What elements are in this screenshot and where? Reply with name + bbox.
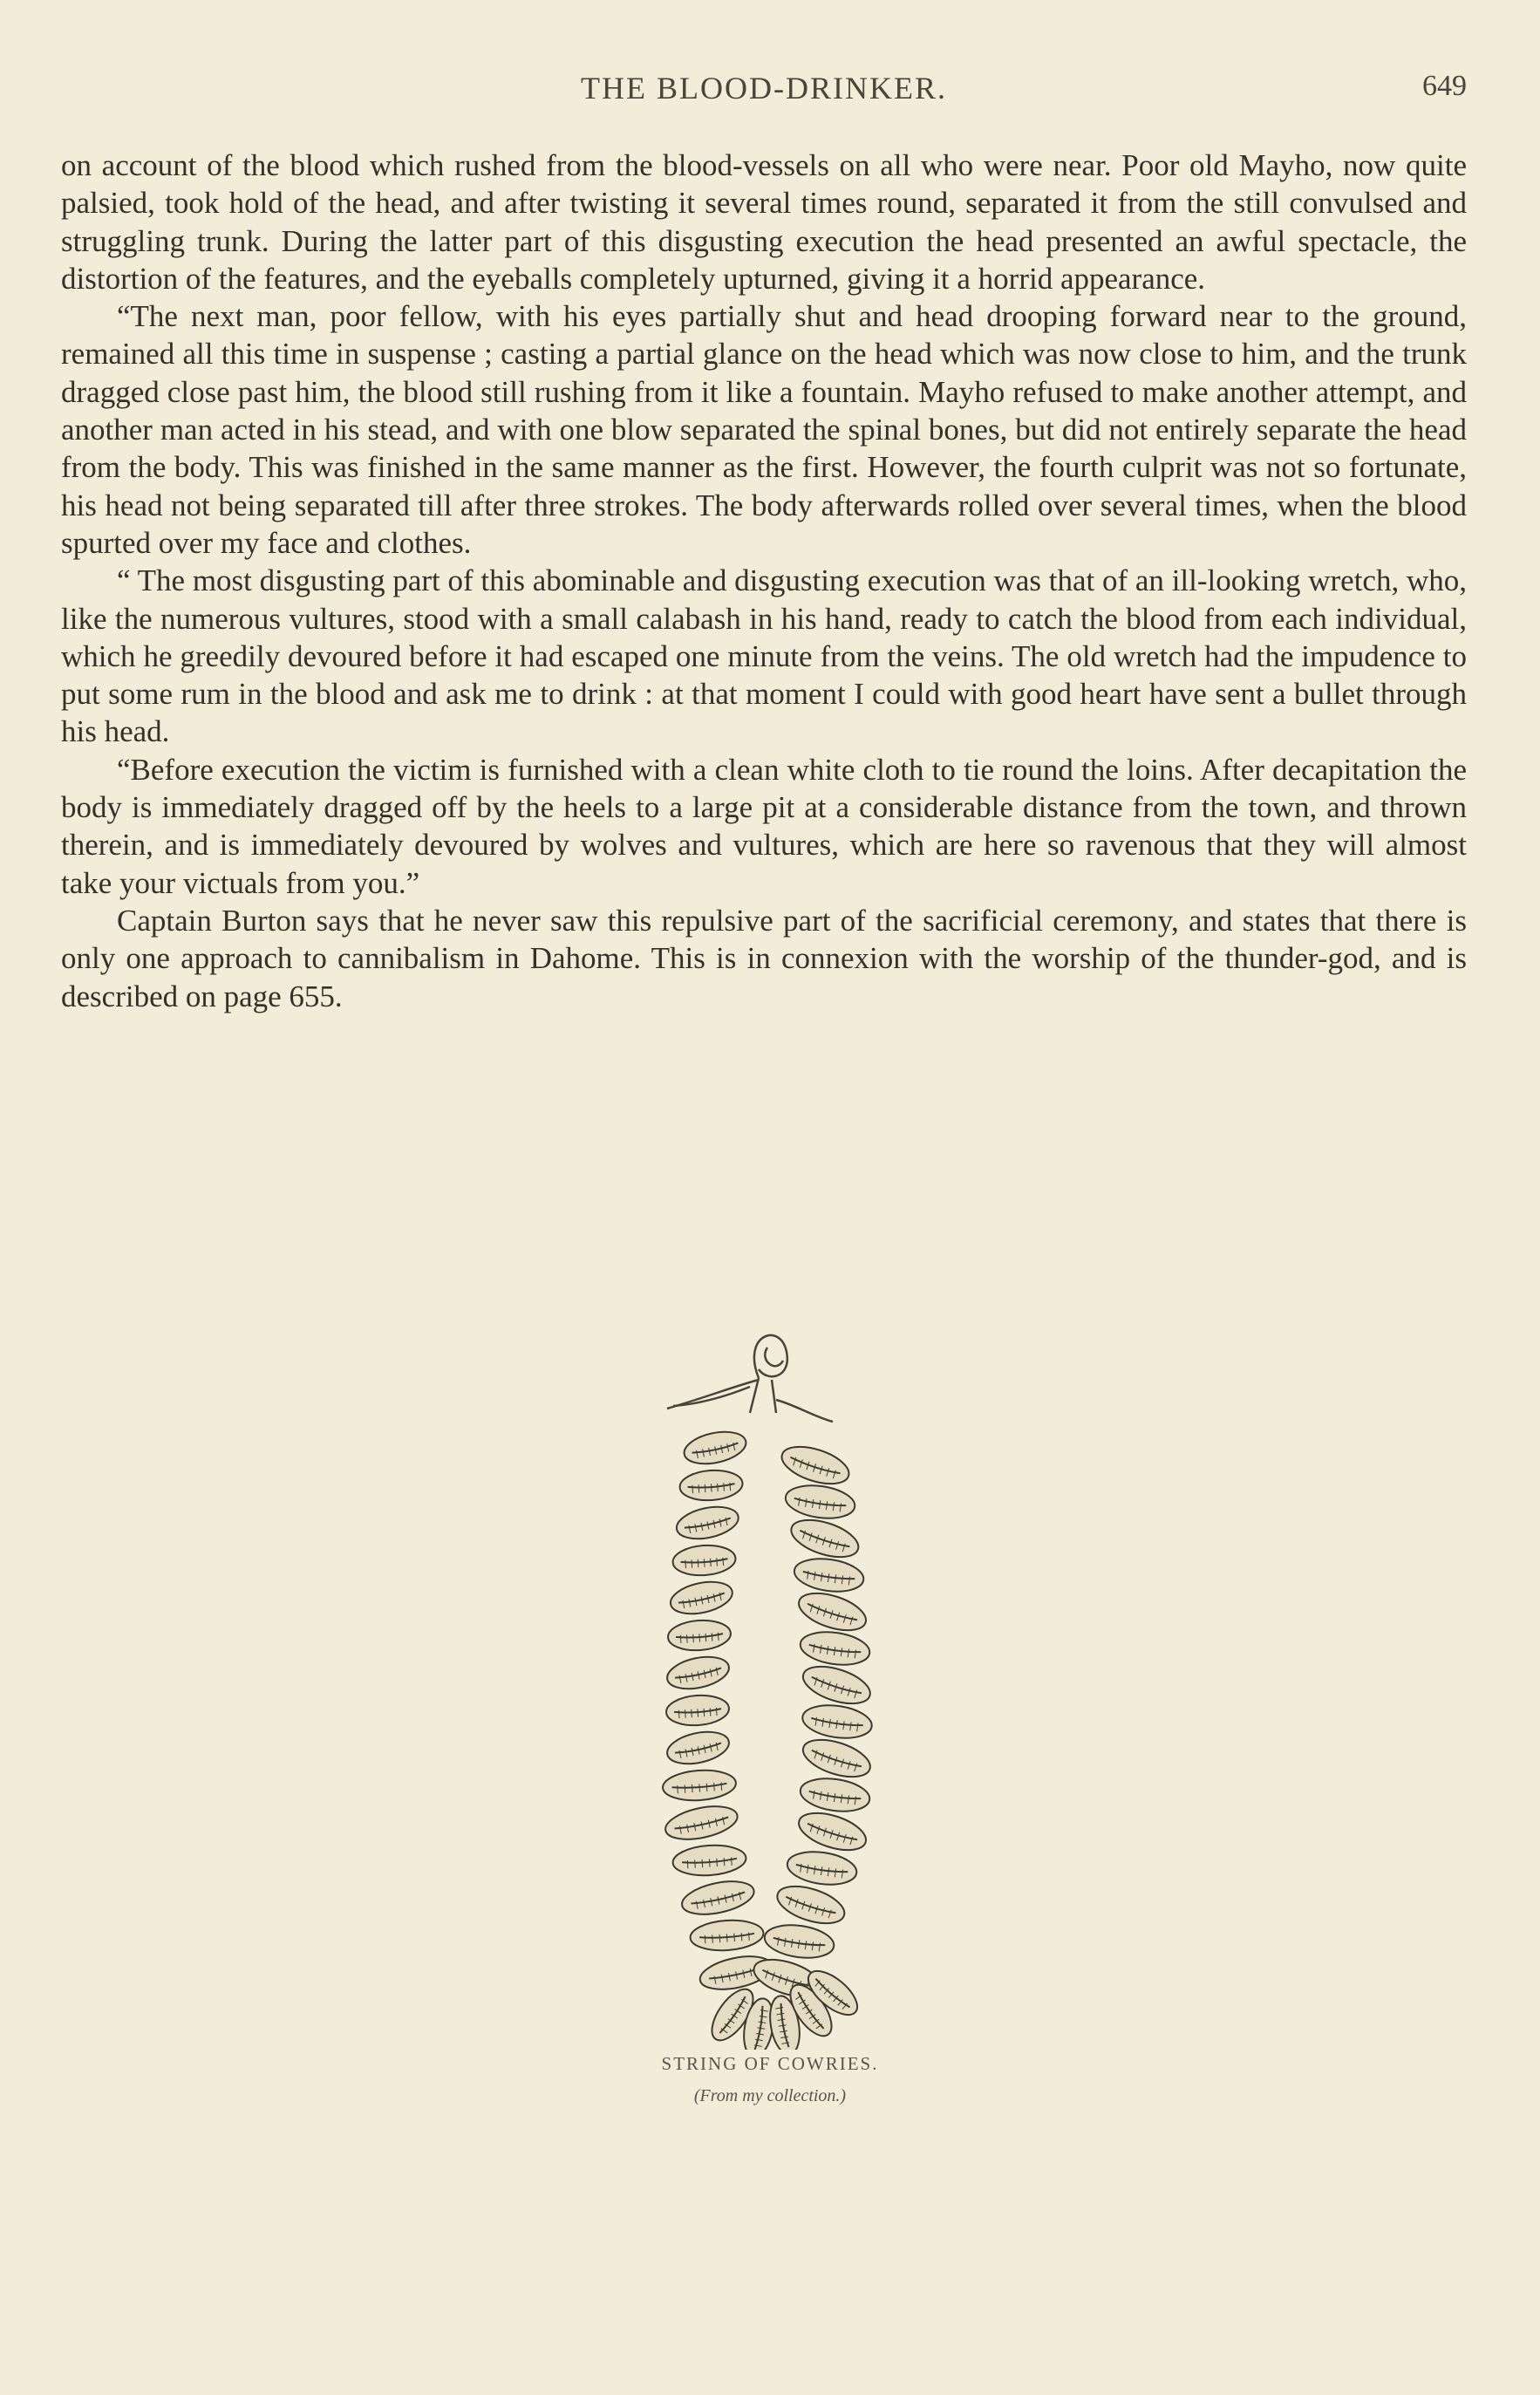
cowrie-shell-icon bbox=[664, 1652, 732, 1694]
page-header bbox=[61, 70, 1467, 113]
cowrie-shell-icon bbox=[798, 1628, 871, 1669]
body-text bbox=[61, 147, 1467, 1015]
cowrie-shell-icon bbox=[794, 1586, 870, 1638]
page-number: 649 bbox=[1422, 70, 1467, 102]
paragraph-1: on account of the blood which rushed from the blood-vessels on all who were near. Poor old Mayho, now quite palsied, took hold of the head, and after twisting it several times round, separated it from the still convulsed and struggling trunk. During the latter part of this disgusting execution the head presented an awful spectacle, the distortion of the features, and the eyeballs completely upturned, giving it a horrid appearance. bbox=[61, 148, 1467, 296]
cowrie-shell-icon bbox=[794, 1806, 870, 1858]
paragraph-4: “Before execution the victim is furnished with a clean white cloth to tie round the loins. After decapitation the body is immediately dragged off by the heels to a large pit at a considerable distance from the town, and thrown therein, and is immediately devoured by wolves and vultures, which are here so ravenous that they will almost take your victuals from you.” bbox=[61, 752, 1467, 900]
cowrie-shell-icon bbox=[798, 1775, 871, 1816]
cowrie-shell-icon bbox=[783, 1482, 856, 1523]
cowrie-string-illustration bbox=[628, 1317, 916, 2050]
paragraph-5: Captain Burton says that he never saw this repulsive part of the sacrificial ceremony, and states that there is only one approach to cannibalism in Dahome. This is in connexion with the worship of the thunder-god, and is described on page 655. bbox=[61, 903, 1467, 1013]
cowrie-shell-icon bbox=[799, 1660, 875, 1711]
cowrie-shell-icon bbox=[668, 1577, 735, 1619]
cowrie-shell-icon bbox=[799, 1733, 875, 1784]
cowrie-shell-icon bbox=[679, 1876, 757, 1921]
running-title: THE BLOOD-DRINKER. bbox=[581, 71, 947, 106]
cowrie-shell-icon bbox=[678, 1469, 743, 1503]
cowrie-shell-icon bbox=[667, 1619, 732, 1653]
figure-credit: (From my collection.) bbox=[693, 2086, 847, 2105]
cowrie-shell-icon bbox=[674, 1502, 741, 1544]
paragraph-2: “The next man, poor fellow, with his eyes partially shut and head drooping forward near to the ground, remained all this time in suspense ; casting a partial glance on the head which was now close to him, and the trunk dragged close past him, the blood still rushing from it like a fountain. Mayho refused to make another attempt, and another man acted in his stead, and with one blow separated the spinal bones, but did not entirely separate the head from the body. This was finished in the same manner as the first. However, the fourth culprit was not so fortunate, his head not being separated till after three strokes. The body afterwards rolled over several times, when the blood spurted over my face and clothes. bbox=[61, 299, 1467, 560]
cowrie-shell-icon bbox=[665, 1694, 730, 1728]
cowrie-shell-icon bbox=[681, 1427, 748, 1469]
cowrie-shell-icon bbox=[662, 1768, 737, 1803]
cowrie-shell-icon bbox=[762, 1921, 835, 1962]
cowrie-shell-icon bbox=[792, 1555, 865, 1596]
cowrie-shell-icon bbox=[663, 1801, 740, 1846]
cowrie-shell-icon bbox=[787, 1513, 862, 1565]
cowrie-shell-icon bbox=[777, 1440, 853, 1491]
cowrie-string-svg bbox=[628, 1317, 916, 2050]
cowrie-shell-icon bbox=[664, 1727, 732, 1769]
cowrie-shell-icon bbox=[785, 1848, 858, 1889]
cowrie-shell-icon bbox=[689, 1918, 764, 1953]
paragraph-3: “ The most disgusting part of this abominable and disgusting execution was that of an ill-looking wretch, who, like the numerous vultures, stood with a small calabash in his hand, ready to catch the blood from each individual, which he greedily devoured before it had escaped one minute from the veins. The old wretch had the impudence to put some rum in the blood and ask me to drink : at that moment I could with good heart have sent a bullet through his head. bbox=[61, 563, 1467, 749]
cowrie-shell-icon bbox=[773, 1880, 848, 1931]
cowrie-shell-icon bbox=[671, 1843, 746, 1878]
knot-icon bbox=[667, 1335, 833, 1422]
figure-caption: STRING OF COWRIES. bbox=[661, 2053, 879, 2074]
cowrie-shell-icon bbox=[671, 1544, 736, 1578]
cowrie-shell-icon bbox=[801, 1702, 874, 1743]
